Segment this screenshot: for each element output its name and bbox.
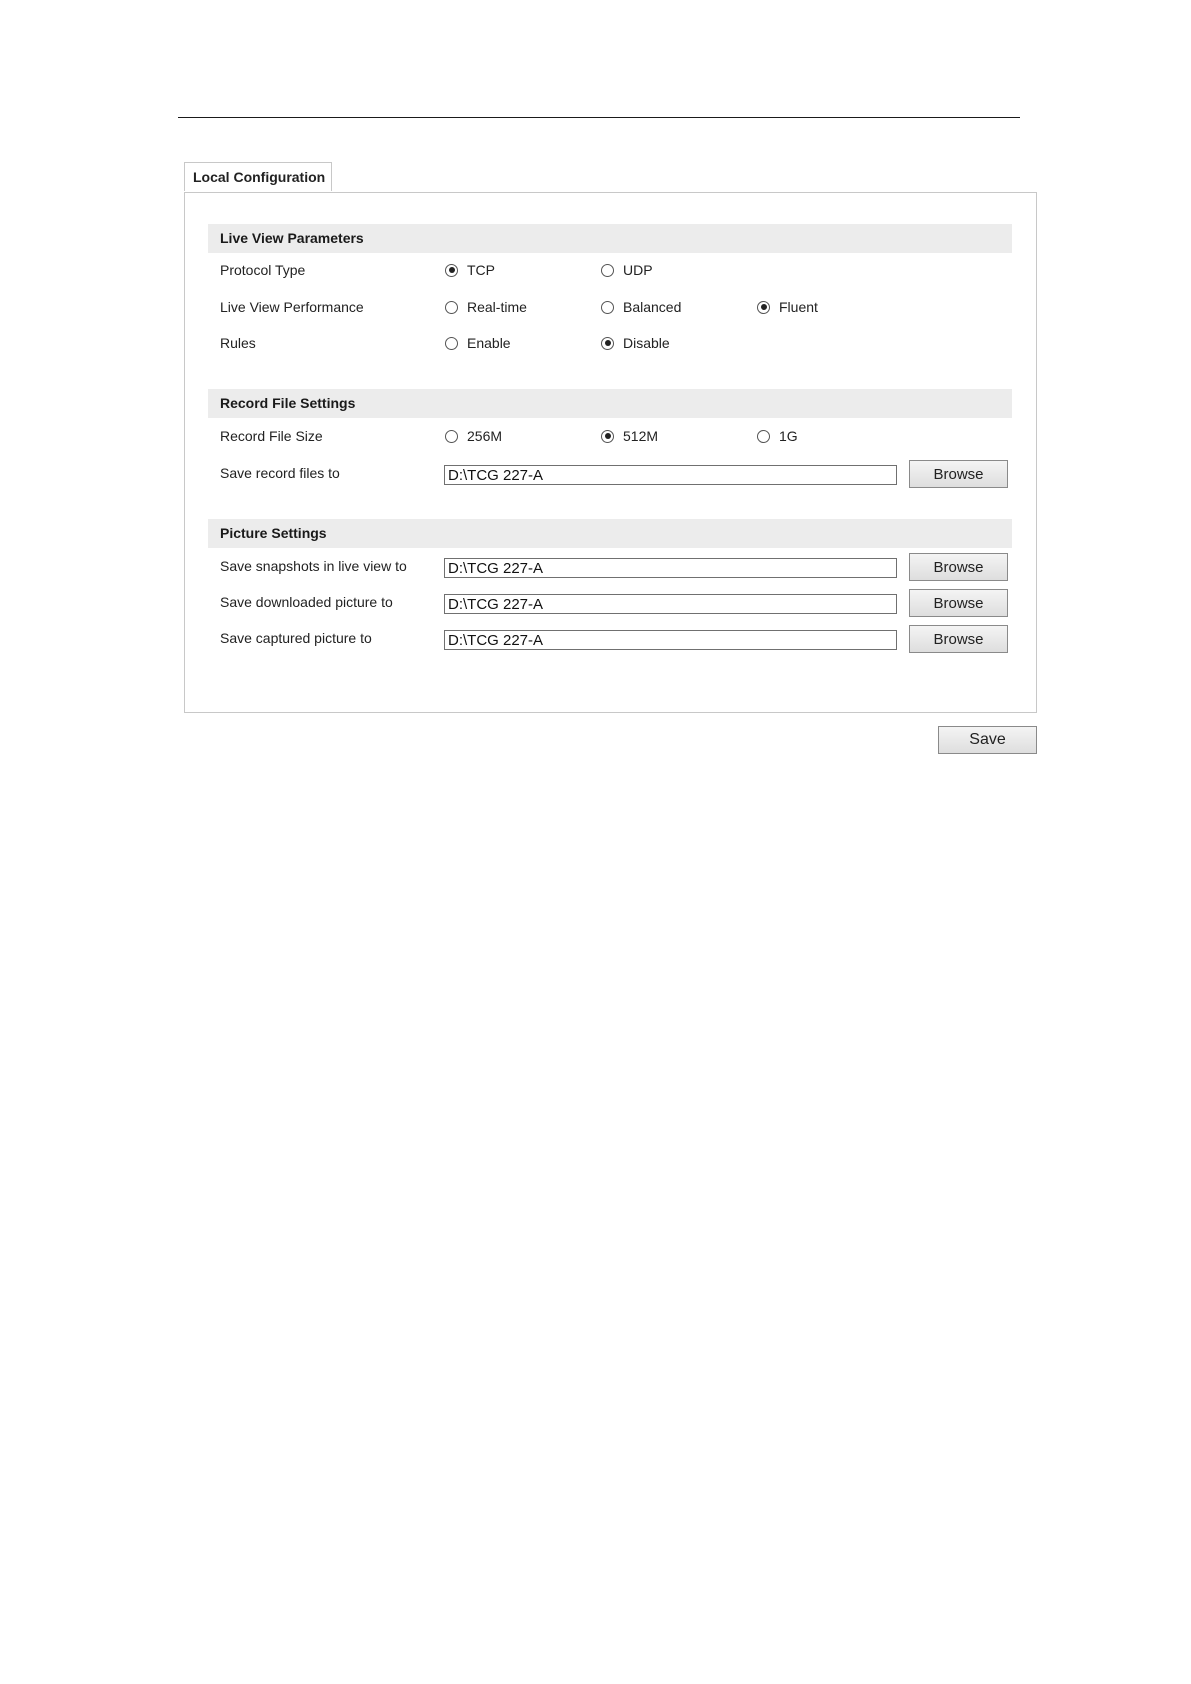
radio-circle-icon: [601, 337, 614, 350]
radio-protocol-tcp[interactable]: [445, 261, 495, 279]
captured-path-input[interactable]: [444, 630, 897, 650]
radio-performance-realtime[interactable]: [445, 298, 527, 316]
radio-circle-icon: [601, 430, 614, 443]
radio-circle-icon: [757, 430, 770, 443]
radio-circle-icon: [601, 264, 614, 277]
radio-circle-icon: [445, 264, 458, 277]
browse-record-files-button[interactable]: Browse: [909, 460, 1008, 488]
radio-circle-icon: [757, 301, 770, 314]
radio-label: 512M: [623, 428, 659, 444]
radio-size-256m[interactable]: [445, 427, 502, 445]
browse-downloaded-button[interactable]: Browse: [909, 589, 1008, 617]
save-record-files-label: Save record files to: [220, 465, 340, 481]
protocol-type-label: Protocol Type: [220, 262, 306, 278]
radio-performance-fluent[interactable]: [757, 298, 818, 316]
save-button[interactable]: Save: [938, 726, 1037, 754]
radio-label: Real-time: [467, 299, 527, 315]
radio-circle-icon: [445, 337, 458, 350]
radio-label: 1G: [779, 428, 798, 444]
save-snapshots-label: Save snapshots in live view to: [220, 558, 407, 574]
radio-circle-icon: [445, 301, 458, 314]
section-header-live-view: Live View Parameters: [208, 224, 1012, 253]
browse-snapshots-button[interactable]: Browse: [909, 553, 1008, 581]
snapshots-path-input[interactable]: [444, 558, 897, 578]
radio-label: Disable: [623, 335, 670, 351]
browse-captured-button[interactable]: Browse: [909, 625, 1008, 653]
tab-local-configuration[interactable]: Local Configuration: [184, 162, 332, 191]
rules-label: Rules: [220, 335, 256, 351]
radio-protocol-udp[interactable]: [601, 261, 653, 279]
radio-performance-balanced[interactable]: [601, 298, 681, 316]
downloaded-path-input[interactable]: [444, 594, 897, 614]
record-file-size-label: Record File Size: [220, 428, 323, 444]
radio-label: Balanced: [623, 299, 682, 315]
page-top-rule: [178, 117, 1020, 118]
radio-rules-disable[interactable]: [601, 334, 670, 352]
record-files-path-input[interactable]: [444, 465, 897, 485]
radio-label: 256M: [467, 428, 503, 444]
save-captured-label: Save captured picture to: [220, 630, 372, 646]
live-view-performance-label: Live View Performance: [220, 299, 364, 315]
radio-size-1g[interactable]: [757, 427, 798, 445]
section-header-record-file: Record File Settings: [208, 389, 1012, 418]
radio-label: UDP: [623, 262, 653, 278]
radio-label: Enable: [467, 335, 511, 351]
section-header-picture: Picture Settings: [208, 519, 1012, 548]
radio-size-512m[interactable]: [601, 427, 658, 445]
save-downloaded-label: Save downloaded picture to: [220, 594, 393, 610]
radio-circle-icon: [445, 430, 458, 443]
radio-label: Fluent: [779, 299, 818, 315]
radio-circle-icon: [601, 301, 614, 314]
radio-label: TCP: [467, 262, 495, 278]
radio-rules-enable[interactable]: [445, 334, 511, 352]
